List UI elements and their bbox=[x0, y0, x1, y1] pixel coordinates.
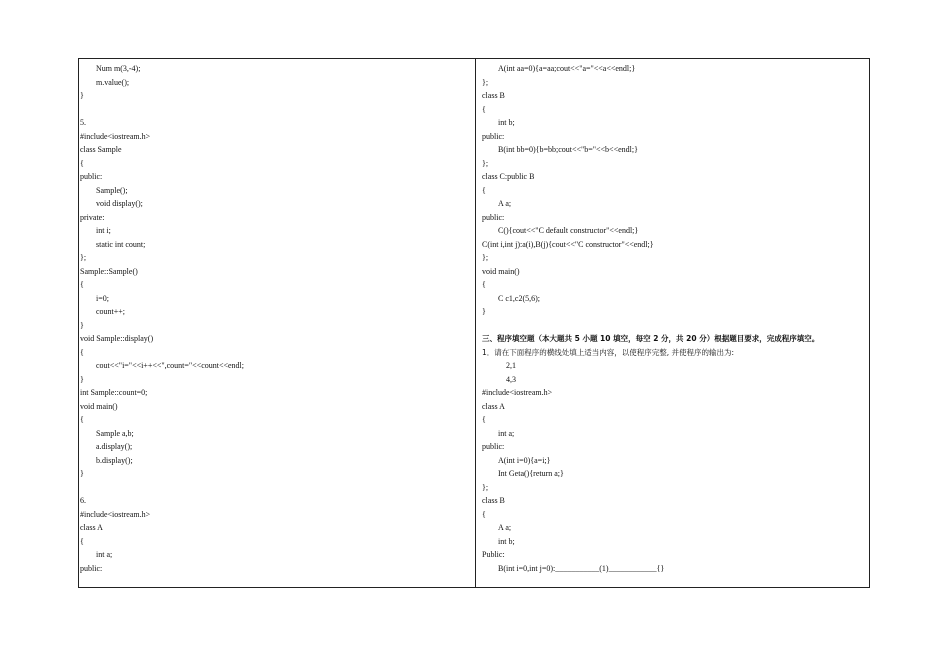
left-code-line bbox=[80, 103, 470, 117]
right-code-line: class A bbox=[482, 401, 505, 411]
left-code-line: { bbox=[80, 158, 84, 168]
right-code-line: 1．请在下面程序的横线处填上适当内容，以使程序完整, 并使程序的输出为: bbox=[482, 347, 735, 357]
left-code-line: 5. bbox=[80, 118, 86, 127]
right-code-line: public: bbox=[482, 442, 505, 451]
right-code-line: public: bbox=[482, 212, 505, 222]
right-code-line: Public: bbox=[482, 550, 505, 559]
right-code-line: { bbox=[482, 185, 486, 195]
left-code-line: static int count; bbox=[96, 239, 146, 249]
right-code-line bbox=[482, 319, 867, 333]
left-code-line: count++; bbox=[96, 307, 126, 316]
left-code-line: int a; bbox=[96, 550, 113, 559]
left-code-line: m.value(); bbox=[96, 77, 130, 87]
left-code-line bbox=[80, 481, 470, 495]
right-code-line: Int Geta(){return a;} bbox=[498, 469, 564, 478]
right-code-line: C c1,c2(5,6); bbox=[498, 293, 540, 303]
right-code-line: int a; bbox=[498, 428, 515, 438]
right-code-line: void main() bbox=[482, 266, 520, 276]
right-code-line: int b; bbox=[498, 536, 515, 546]
right-code-line: { bbox=[482, 415, 486, 424]
left-code-line: class Sample bbox=[80, 145, 122, 154]
left-code-line: #include<iostream.h> bbox=[80, 509, 151, 519]
left-code-line: #include<iostream.h> bbox=[80, 131, 151, 141]
right-code-line: public: bbox=[482, 131, 505, 141]
right-code-line: class B bbox=[482, 496, 505, 505]
left-code-line: } bbox=[80, 469, 84, 478]
right-code-line: 三、程序填空题（本大题共 5 小题 10 填空，每空 2 分，共 20 分）根据题目要求，完成程序填空。 bbox=[482, 334, 820, 343]
left-code-line: Sample::Sample() bbox=[80, 266, 138, 276]
left-code-line: public: bbox=[80, 172, 103, 181]
left-code-line: class A bbox=[80, 523, 103, 532]
right-code-line: C(int i,int j):a(i),B(j){cout<<"C constructor"<<endl;} bbox=[482, 239, 654, 249]
right-code-line: C(){cout<<"C default constructor"<<endl;} bbox=[498, 226, 639, 235]
left-code-column bbox=[80, 62, 470, 575]
left-code-line: void display(); bbox=[96, 199, 143, 208]
left-code-line: private: bbox=[80, 212, 105, 222]
left-code-line: } bbox=[80, 320, 84, 330]
left-code-line: { bbox=[80, 347, 84, 357]
right-code-line: A a; bbox=[498, 523, 512, 532]
left-code-line: void Sample::display() bbox=[80, 334, 154, 343]
right-code-line: }; bbox=[482, 158, 489, 168]
left-code-line: cout<<"i="<<i++<<",count="<<count<<endl; bbox=[96, 361, 244, 370]
left-code-line: b.display(); bbox=[96, 455, 133, 465]
right-code-line: A(int aa=0){a=aa;cout<<"a="<<a<<endl;} bbox=[498, 64, 636, 73]
right-code-line: { bbox=[482, 509, 486, 519]
right-code-line: 2,1 bbox=[506, 361, 516, 370]
right-code-line: }; bbox=[482, 77, 489, 87]
left-code-line: Sample a,b; bbox=[96, 428, 134, 438]
left-code-line: int i; bbox=[96, 226, 111, 235]
right-code-line: }; bbox=[482, 253, 489, 262]
left-code-line: { bbox=[80, 536, 84, 546]
left-code-line: public: bbox=[80, 563, 103, 573]
right-code-line: B(int i=0,int j=0):___________(1)____________{} bbox=[498, 563, 665, 573]
right-code-line: A(int i=0){a=i;} bbox=[498, 455, 551, 465]
left-code-line: a.display(); bbox=[96, 442, 133, 451]
left-code-line: { bbox=[80, 415, 84, 424]
right-code-line: B(int bb=0){b=bb;cout<<"b="<<b<<endl;} bbox=[498, 145, 638, 154]
left-code-line: 6. bbox=[80, 496, 86, 505]
left-code-line: { bbox=[80, 280, 84, 289]
left-code-line: Sample(); bbox=[96, 185, 128, 195]
right-code-column bbox=[482, 62, 867, 575]
right-code-line: } bbox=[482, 307, 486, 316]
left-code-line: Num m(3,-4); bbox=[96, 64, 141, 73]
left-code-line: void main() bbox=[80, 401, 118, 411]
column-divider bbox=[475, 58, 476, 588]
left-code-line: }; bbox=[80, 253, 87, 262]
right-code-line: int b; bbox=[498, 118, 515, 127]
left-code-line: int Sample::count=0; bbox=[80, 388, 148, 397]
right-code-line: { bbox=[482, 104, 486, 114]
right-code-line: class C:public B bbox=[482, 172, 535, 181]
right-code-line: class B bbox=[482, 91, 505, 100]
left-code-line: } bbox=[80, 374, 84, 384]
right-code-line: }; bbox=[482, 482, 489, 492]
right-code-line: 4,3 bbox=[506, 374, 516, 384]
left-code-line: i=0; bbox=[96, 293, 109, 303]
right-code-line: #include<iostream.h> bbox=[482, 388, 553, 397]
left-code-line: } bbox=[80, 91, 84, 100]
right-code-line: { bbox=[482, 280, 486, 289]
right-code-line: A a; bbox=[498, 199, 512, 208]
